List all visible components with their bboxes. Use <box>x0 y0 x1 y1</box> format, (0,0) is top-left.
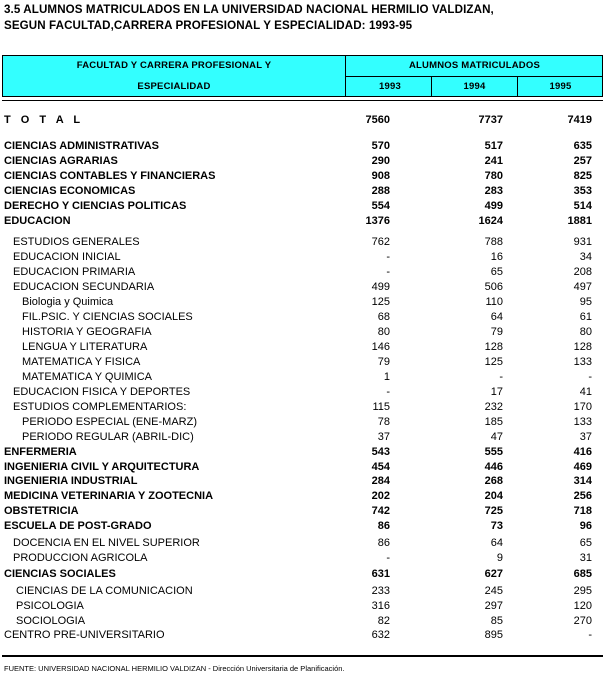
row-label: CIENCIAS ECONOMICAS <box>4 185 136 197</box>
cell-1993: 762 <box>371 236 390 248</box>
cell-1993: 146 <box>371 341 390 353</box>
cell-1993: 233 <box>371 585 390 597</box>
cell-1993: 543 <box>371 446 390 458</box>
cell-1995: 931 <box>573 236 592 248</box>
table-row <box>0 370 613 385</box>
cell-1995: 314 <box>573 475 592 487</box>
table-row <box>0 614 613 629</box>
cell-1994: 283 <box>484 185 503 197</box>
cell-1993: 125 <box>371 296 390 308</box>
table-row <box>0 474 613 489</box>
cell-1993: 570 <box>371 140 390 152</box>
header-year-1993: 1993 <box>379 81 401 92</box>
cell-1994: 64 <box>490 311 503 323</box>
cell-1995: 256 <box>573 490 592 502</box>
header-year-1994: 1994 <box>463 81 486 92</box>
row-label: T O T A L <box>4 114 84 126</box>
table-row <box>0 355 613 370</box>
cell-1994: 895 <box>484 629 503 641</box>
cell-1993: 554 <box>371 200 390 212</box>
cell-1994: 1624 <box>478 215 503 227</box>
cell-1994: 16 <box>490 251 503 263</box>
cell-1994: 446 <box>484 461 503 473</box>
cell-1995: 7419 <box>567 114 592 126</box>
cell-1994: 506 <box>484 281 503 293</box>
cell-1993: 284 <box>371 475 390 487</box>
cell-1993: 908 <box>371 170 390 182</box>
row-label: ENFERMERIA <box>4 446 77 458</box>
cell-1994: 788 <box>484 236 503 248</box>
cell-1993: 454 <box>371 461 390 473</box>
row-label: EDUCACION FISICA Y DEPORTES <box>13 386 191 398</box>
cell-1994: 47 <box>490 431 503 443</box>
cell-1995: 825 <box>573 170 592 182</box>
row-label: CIENCIAS CONTABLES Y FINANCIERAS <box>4 170 216 182</box>
cell-1993: 86 <box>377 520 390 532</box>
row-label: EDUCACION PRIMARIA <box>13 266 136 278</box>
table-row <box>0 430 613 445</box>
table-row <box>0 265 613 280</box>
cell-1994: 245 <box>484 585 503 597</box>
row-label: PERIODO REGULAR (ABRIL-DIC) <box>22 431 194 443</box>
cell-1995: 133 <box>573 356 592 368</box>
cell-1995: 718 <box>573 505 592 517</box>
cell-1994: 185 <box>484 416 503 428</box>
row-label: CIENCIAS ADMINISTRATIVAS <box>4 140 160 152</box>
cell-1995: 34 <box>579 251 592 263</box>
cell-1993: - <box>386 266 390 278</box>
cell-1993: 37 <box>377 431 390 443</box>
cell-1993: 632 <box>371 629 390 641</box>
cell-1994: 627 <box>484 568 503 580</box>
cell-1995: 37 <box>579 431 592 443</box>
table-row <box>0 280 613 295</box>
row-label: ESCUELA DE POST-GRADO <box>4 520 152 532</box>
cell-1995: - <box>588 371 592 383</box>
cell-1995: 497 <box>573 281 592 293</box>
cell-1995: 208 <box>573 266 592 278</box>
cell-1993: 290 <box>371 155 390 167</box>
cell-1993: 68 <box>377 311 390 323</box>
table-row <box>0 310 613 325</box>
cell-1994: 7737 <box>478 114 503 126</box>
row-label: INGENIERIA INDUSTRIAL <box>4 475 138 487</box>
cell-1994: 64 <box>490 537 503 549</box>
cell-1994: 73 <box>490 520 503 532</box>
table-row <box>0 519 613 534</box>
cell-1993: 316 <box>371 600 390 612</box>
table-title <box>4 2 609 34</box>
title-line-2: SEGUN FACULTAD,CARRERA PROFESIONAL Y ESPECIALIDAD: 1993-95 <box>4 19 413 32</box>
table-row <box>0 584 613 599</box>
row-label: DOCENCIA EN EL NIVEL SUPERIOR <box>13 537 200 549</box>
cell-1995: 685 <box>573 568 592 580</box>
table-row <box>0 445 613 460</box>
cell-1995: 41 <box>579 386 592 398</box>
table-row <box>0 489 613 504</box>
table-row <box>0 385 613 400</box>
table-row <box>0 460 613 475</box>
cell-1994: 17 <box>490 386 503 398</box>
cell-1994: 204 <box>484 490 503 502</box>
cell-1995: 133 <box>573 416 592 428</box>
cell-1993: 631 <box>371 568 390 580</box>
cell-1994: 499 <box>484 200 503 212</box>
cell-1994: 85 <box>490 615 503 627</box>
row-label: MATEMATICA Y FISICA <box>22 356 141 368</box>
cell-1994: 555 <box>484 446 503 458</box>
header-enrolled-group: ALUMNOS MATRICULADOS <box>408 60 540 71</box>
row-label: LENGUA Y LITERATURA <box>22 341 148 353</box>
row-label: EDUCACION SECUNDARIA <box>13 281 155 293</box>
cell-1993: 7560 <box>365 114 390 126</box>
table-row <box>0 214 613 229</box>
table-row <box>0 113 613 128</box>
cell-1994: - <box>499 371 503 383</box>
table-row <box>0 400 613 415</box>
row-label: ESTUDIOS COMPLEMENTARIOS: <box>13 401 187 413</box>
cell-1994: 297 <box>484 600 503 612</box>
source-note: FUENTE: UNIVERSIDAD NACIONAL HERMILIO VALDIZAN - Dirección Universitaria de Planificación. <box>4 664 345 673</box>
row-label: MEDICINA VETERINARIA Y ZOOTECNIA <box>4 490 214 502</box>
row-label: EDUCACION <box>4 215 71 227</box>
cell-1995: 514 <box>573 200 592 212</box>
cell-1995: 96 <box>579 520 592 532</box>
table-row <box>0 325 613 340</box>
table-row <box>0 536 613 551</box>
cell-1994: 128 <box>484 341 503 353</box>
header-year-1995: 1995 <box>549 81 572 92</box>
table-row <box>0 199 613 214</box>
header-faculty-line-1: FACULTAD Y CARRERA PROFESIONAL Y <box>76 60 272 71</box>
cell-1995: 61 <box>579 311 592 323</box>
cell-1994: 268 <box>484 475 503 487</box>
table-row <box>0 250 613 265</box>
table-row <box>0 415 613 430</box>
cell-1994: 125 <box>484 356 503 368</box>
row-label: INGENIERIA CIVIL Y ARQUITECTURA <box>4 461 200 473</box>
cell-1993: 742 <box>371 505 390 517</box>
cell-1995: 80 <box>579 326 592 338</box>
cell-1993: 80 <box>377 326 390 338</box>
table-row <box>0 169 613 184</box>
cell-1995: 1881 <box>567 215 592 227</box>
table-row <box>0 184 613 199</box>
cell-1995: 170 <box>573 401 592 413</box>
table-row <box>0 551 613 566</box>
cell-1994: 517 <box>484 140 503 152</box>
table-row <box>0 340 613 355</box>
cell-1995: 31 <box>579 552 592 564</box>
row-label: EDUCACION INICIAL <box>13 251 121 263</box>
header-rule <box>2 100 603 101</box>
table-row <box>0 628 613 643</box>
row-label: CENTRO PRE-UNIVERSITARIO <box>4 629 165 641</box>
row-label: HISTORIA Y GEOGRAFIA <box>22 326 152 338</box>
bottom-rule <box>2 655 603 657</box>
title-line-1: 3.5 ALUMNOS MATRICULADOS EN LA UNIVERSIDAD NACIONAL HERMILIO VALDIZAN, <box>4 3 494 16</box>
cell-1995: 270 <box>573 615 592 627</box>
cell-1994: 780 <box>484 170 503 182</box>
cell-1993: - <box>386 251 390 263</box>
row-label: CIENCIAS SOCIALES <box>4 568 116 580</box>
cell-1995: 416 <box>573 446 592 458</box>
cell-1993: - <box>386 386 390 398</box>
cell-1993: 79 <box>377 356 390 368</box>
row-label: MATEMATICA Y QUIMICA <box>22 371 152 383</box>
cell-1993: 115 <box>372 401 390 413</box>
cell-1995: 128 <box>573 341 592 353</box>
row-label: Biologia y Quimica <box>22 296 114 308</box>
cell-1994: 9 <box>496 552 503 564</box>
cell-1995: 635 <box>573 140 592 152</box>
header-faculty-line-2: ESPECIALIDAD <box>137 81 211 92</box>
cell-1993: - <box>386 552 390 564</box>
cell-1995: 120 <box>573 600 592 612</box>
cell-1993: 1376 <box>365 215 390 227</box>
table-row <box>0 139 613 154</box>
cell-1994: 79 <box>490 326 503 338</box>
row-label: OBSTETRICIA <box>4 505 79 517</box>
table-header <box>2 55 603 97</box>
row-label: PERIODO ESPECIAL (ENE-MARZ) <box>22 416 198 428</box>
row-label: ESTUDIOS GENERALES <box>13 236 140 248</box>
cell-1993: 202 <box>371 490 390 502</box>
cell-1995: 353 <box>573 185 592 197</box>
cell-1995: 257 <box>573 155 592 167</box>
table-row <box>0 599 613 614</box>
row-label: CIENCIAS DE LA COMUNICACION <box>16 585 193 597</box>
table-row <box>0 567 613 582</box>
cell-1993: 86 <box>377 537 390 549</box>
table-row <box>0 504 613 519</box>
cell-1995: 295 <box>573 585 592 597</box>
cell-1994: 241 <box>484 155 503 167</box>
cell-1994: 232 <box>484 401 503 413</box>
row-label: SOCIOLOGIA <box>16 615 86 627</box>
cell-1993: 82 <box>377 615 390 627</box>
cell-1994: 65 <box>490 266 503 278</box>
cell-1995: 65 <box>579 537 592 549</box>
cell-1994: 110 <box>485 296 503 308</box>
table-row <box>0 295 613 310</box>
row-label: PRODUCCION AGRICOLA <box>13 552 148 564</box>
cell-1995: 469 <box>573 461 592 473</box>
row-label: CIENCIAS AGRARIAS <box>4 155 118 167</box>
cell-1993: 1 <box>383 371 390 383</box>
table-row <box>0 235 613 250</box>
cell-1995: - <box>588 629 592 641</box>
table-row <box>0 154 613 169</box>
cell-1993: 499 <box>371 281 390 293</box>
cell-1993: 78 <box>377 416 390 428</box>
cell-1993: 288 <box>371 185 390 197</box>
row-label: PSICOLOGIA <box>16 600 84 612</box>
row-label: DERECHO Y CIENCIAS POLITICAS <box>4 200 187 212</box>
row-label: FIL.PSIC. Y CIENCIAS SOCIALES <box>22 311 193 323</box>
cell-1994: 725 <box>484 505 503 517</box>
cell-1995: 95 <box>579 296 592 308</box>
